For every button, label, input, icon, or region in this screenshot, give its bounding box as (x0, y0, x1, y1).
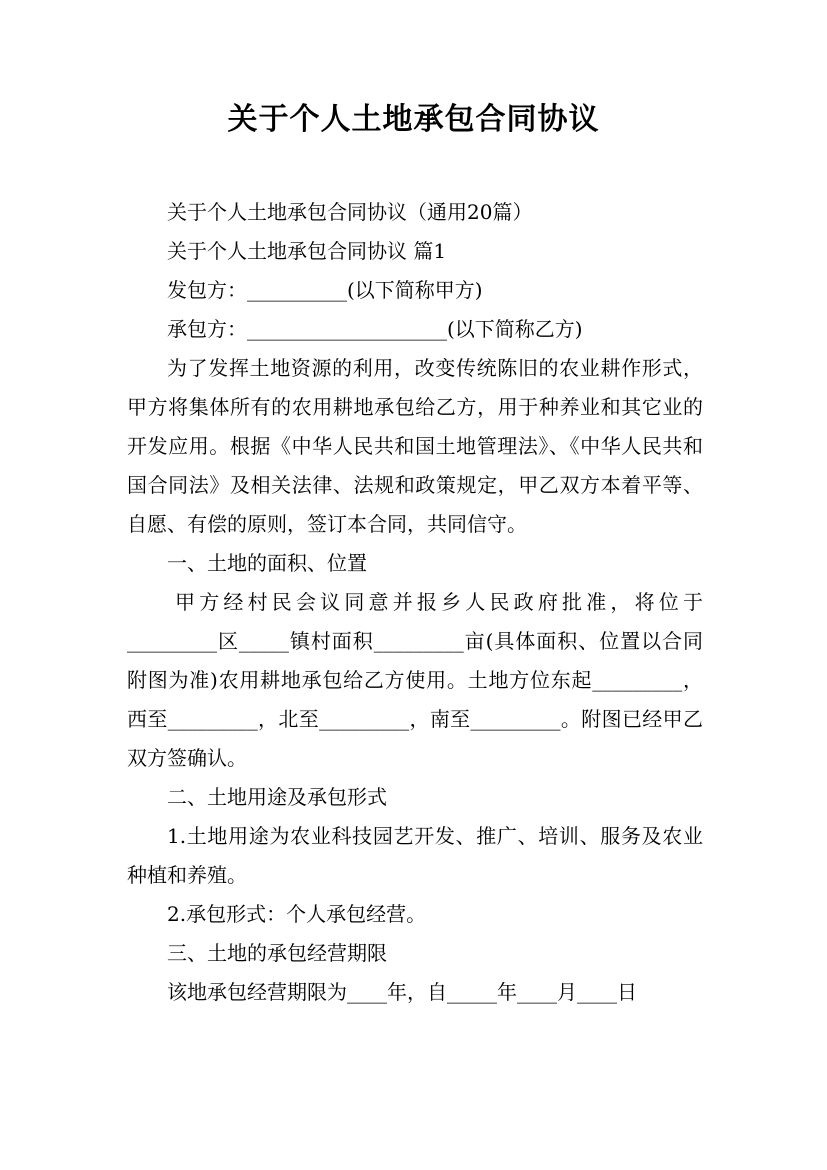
area-location-paragraph: 甲方经村民会议同意并报乡人民政府批准，将位于_________区_____镇村面积_________亩(具体面积、位置以合同附图为准)农用耕地承包给乙方使用。土地方位东起_________，西至_________，北至_________，南至_________。附图已经甲乙双方签确认。 (127, 590, 703, 770)
document-body (127, 193, 703, 1012)
section-heading-use-form: 二、土地用途及承包形式 (167, 785, 387, 809)
collection-heading: 关于个人土地承包合同协议（通用20篇） (167, 200, 533, 224)
term-clause: 该地承包经营期限为____年，自_____年____月____日 (167, 980, 637, 1004)
land-use-clause: 1.土地用途为农业科技园艺开发、推广、培训、服务及农业种植和养殖。 (127, 824, 703, 887)
article-heading: 关于个人土地承包合同协议 篇1 (167, 239, 447, 263)
contractor-party-line: 承包方：____________________(以下简称乙方) (167, 317, 583, 341)
section-heading-area-location: 一、土地的面积、位置 (167, 551, 367, 575)
document-title: 关于个人土地承包合同协议 (227, 102, 600, 137)
preamble-paragraph: 为了发挥土地资源的利用，改变传统陈旧的农业耕作形式，甲方将集体所有的农用耕地承包给乙方，用于种养业和其它业的开发应用。根据《中华人民共和国土地管理法》、《中华人民共和国合同法》及相关法律、法规和政策规定，甲乙双方本着平等、自愿、有偿的原则，签订本合同，共同信守。 (127, 356, 703, 536)
section-heading-term: 三、土地的承包经营期限 (167, 941, 387, 965)
contracting-party-line: 发包方：__________(以下简称甲方) (167, 278, 483, 302)
contract-form-clause: 2.承包形式：个人承包经营。 (167, 902, 427, 926)
